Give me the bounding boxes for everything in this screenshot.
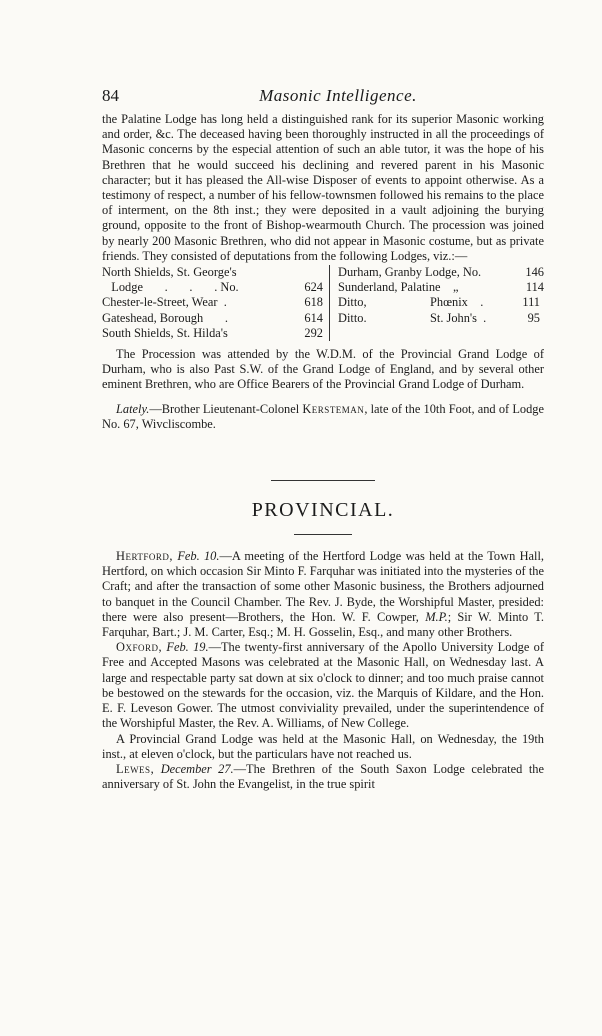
lodge-column-left [102, 265, 330, 341]
lodge-row [338, 280, 544, 295]
lodge-number: 624 [304, 280, 323, 295]
section-spacer [102, 432, 544, 480]
lodge-name: Sunderland, Palatine [338, 280, 441, 295]
lodge-name: South Shields, St. Hilda's [102, 325, 228, 340]
lewes-text: —The Brethren of the South Saxon Lodge celebrated the anniversary of St. John the Evangelist, in the true spirit [102, 761, 544, 792]
lodge-row [102, 280, 323, 295]
oxford-text: —The twenty-first anniversary of the Apollo University Lodge of Free and Accepted Masons was celebrated at the Masonic Hall, on Wednesday last. A large and respectable party sat down at six o'clock to dinner; and too much praise cannot be bestowed on the stewards for the occasion, viz. the Marquis of Kildare, and the Hon. E. F. Leveson Gower. The utmost conviviality prevailed, under the superintendence of the Worshipful Master, the Rev. A. Williams, of New College. [102, 640, 544, 731]
grand-lodge-paragraph: A Provincial Grand Lodge was held at the Masonic Hall, on Wednesday, the 19th inst., at eleven o'clock, but the particulars have not reached us. [102, 731, 544, 761]
lodge-number: 614 [304, 310, 323, 325]
lodge-row [338, 265, 544, 280]
hertford-place: Hertford, [116, 549, 174, 564]
lewes-place: Lewes, [116, 761, 155, 776]
obituary-paragraph: the Palatine Lodge has long held a distinguished rank for its superior Masonic working and order, &c. The deceased having been thoroughly instructed in all the proceedings of Masonic concerns by the especial attention of such an able tutor, it was the hope of his Brethren that he would succeed his declining and revered parent in his Masonic character; but it has pleased the All-wise Disposer of events to appoint otherwise. As a testimony of respect, a number of his fellow-townsmen followed his remains to the place of interment, on the 8th inst.; they were deposited in a vault adjoining the burying ground, opposite to the front of Bishop-wearmouth Church. The procession was joined by nearly 200 Masonic Brethren, who did not appear in Masonic costume, but as private friends. They consisted of deputations from the following Lodges, viz.:— [102, 112, 544, 263]
lodge-number: 618 [304, 295, 323, 310]
lodge-row [338, 295, 544, 310]
lodge-name: Ditto, [338, 295, 367, 310]
lewes-date: December 27. [160, 761, 234, 776]
lodge-name: Lodge . . . No. [102, 280, 239, 295]
lodge-name: North Shields, St. George's [102, 265, 237, 280]
lodge-branch: „ [440, 280, 459, 295]
lodge-name: Ditto. [338, 310, 367, 325]
lodge-number: 292 [304, 325, 323, 340]
hertford-text: —A meeting of the Hertford Lodge was held at the Town Hall, Hertford, on which occasion Sir Minto F. Farquhar was initiated into the mysteries of the Craft; and after the transaction of some other Masonic business, the Brothers adjourned to banquet in the Council Chamber. The Rev. J. Byde, the Worshipful Master, presided: there were also present—Brothers, the Hon. W. F. Cowper, [102, 549, 544, 624]
hertford-date: Feb. 10. [177, 549, 220, 564]
provincial-section [102, 549, 544, 792]
oxford-place: Oxford, [116, 640, 163, 655]
lodge-row [102, 265, 323, 280]
lodge-row [102, 295, 323, 310]
section-title: PROVINCIAL. [251, 499, 395, 522]
page-header [102, 86, 544, 112]
page-number: 84 [102, 86, 119, 105]
lodge-name: Chester-le-Street, Wear . [102, 295, 227, 310]
lodge-number: 146 [525, 265, 544, 280]
hertford-mp: M.P. [425, 609, 448, 624]
lewes-paragraph [102, 762, 544, 792]
lodge-number: 111 [522, 295, 540, 310]
lodge-branch: St. John's . [430, 310, 487, 325]
lately-label: Lately. [116, 401, 150, 416]
hertford-text-end: ; Sir W. Minto T. Farquhar, Bart.; J. M. Carter, Esq.; M. H. Gosselin, Esq., and many other Brothers. [102, 609, 544, 640]
lodge-row [102, 326, 323, 341]
oxford-date: Feb. 19. [166, 640, 209, 655]
lodge-number: 114 [525, 280, 544, 295]
running-head: Masonic Intelligence. [259, 86, 417, 105]
lately-text: —Brother Lieutenant-Colonel [149, 401, 303, 416]
lodge-branch: Phœnix . [430, 295, 484, 310]
lodge-number [293, 265, 323, 280]
obituary-section [102, 112, 544, 432]
procession-paragraph: The Procession was attended by the W.D.M. of the Provincial Grand Lodge of Durham, who is also Past S.W. of the Grand Lodge of England, and by several other eminent Brethren, who are Office Bearers of the Provincial Grand Lodge of Durham. [102, 347, 544, 392]
lodge-row [338, 311, 544, 326]
lodge-list [102, 265, 544, 341]
lodge-number: 95 [527, 310, 540, 325]
lately-paragraph [102, 402, 544, 432]
lodge-row [102, 311, 323, 326]
lodge-name: Gateshead, Borough . [102, 310, 228, 325]
lately-text-end: , late of the 10th Foot, and of Lodge No. 67, Wivcliscombe. [102, 401, 544, 431]
lately-name: Kersteman [302, 401, 365, 416]
hertford-paragraph [102, 549, 544, 640]
lodge-column-right [330, 265, 544, 341]
section-rule-bottom [294, 534, 352, 535]
oxford-paragraph [102, 640, 544, 731]
lodge-name: Durham, Granby Lodge, No. [338, 265, 482, 280]
section-rule-top [271, 480, 375, 481]
